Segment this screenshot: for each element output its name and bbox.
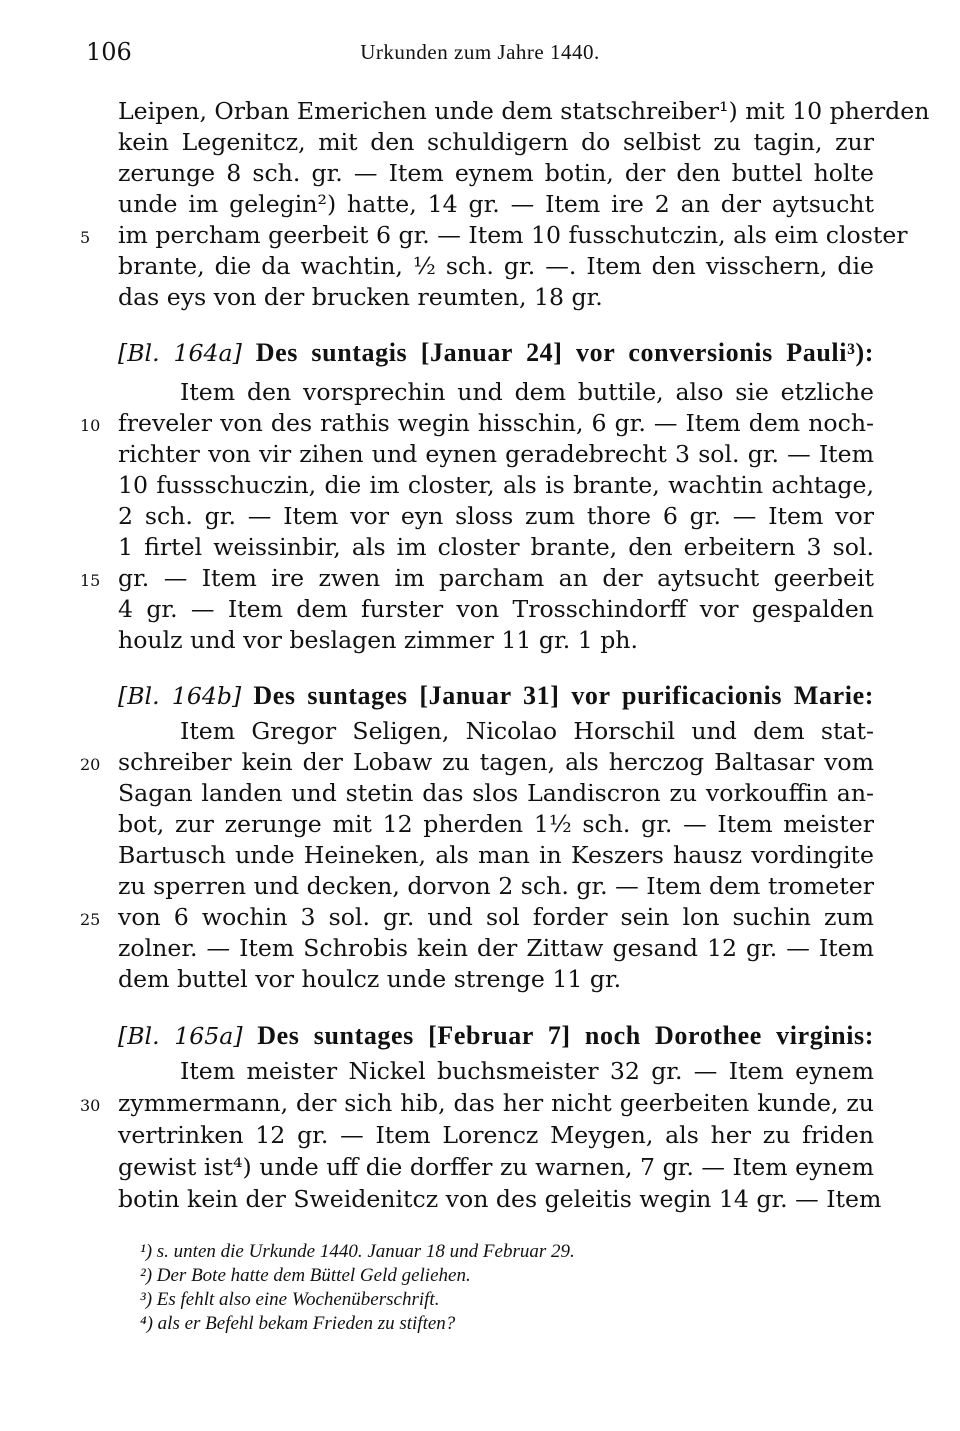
text-line: botin kein der Sweidenitcz von des geleitis wegin 14 gr. — Item: [118, 1185, 882, 1213]
line-number: 20: [80, 755, 101, 774]
section-heading: [118, 337, 874, 369]
text-line: dem buttel vor houlcz unde strenge 11 gr.: [118, 965, 622, 993]
heading-text: Des suntagis [Januar 24] vor conversionis Pauli³):: [255, 338, 874, 367]
line-number: 25: [80, 910, 101, 929]
text-line: zerunge 8 sch. gr. — Item eynem botin, der den buttel holte: [118, 159, 874, 187]
text-line: unde im gelegin²) hatte, 14 gr. — Item ire 2 an der aytsucht: [118, 190, 874, 218]
footnote: ³) Es fehlt also eine Wochenüberschrift.: [140, 1289, 440, 1310]
text-line: 10 fussschuczin, die im closter, als is brante, wachtin achtage,: [118, 471, 874, 499]
section-heading: [118, 680, 874, 712]
text-line: zu sperren und decken, dorvon 2 sch. gr. — Item dem trometer: [118, 872, 874, 900]
footnote: ²) Der Bote hatte dem Büttel Geld geliehen.: [140, 1265, 471, 1286]
folio-reference: [Bl. 164a]: [118, 339, 242, 367]
text-line: zolner. — Item Schrobis kein der Zittaw gesand 12 gr. — Item: [118, 934, 874, 962]
text-line: gr. — Item ire zwen im parcham an der aytsucht geerbeit: [118, 564, 874, 592]
line-number: 15: [80, 571, 101, 590]
text-line: gewist ist⁴) unde uff die dorffer zu warnen, 7 gr. — Item eynem: [118, 1153, 874, 1181]
text-line: Leipen, Orban Emerichen unde dem statschreiber¹) mit 10 pherden: [118, 97, 930, 125]
text-line: Bartusch unde Heineken, als man in Keszers hausz vordingite: [118, 841, 874, 869]
text-line: 1 firtel weissinbir, als im closter brante, den erbeitern 3 sol.: [118, 533, 874, 561]
section-heading: [118, 1020, 874, 1052]
text-line: Item meister Nickel buchsmeister 32 gr. — Item eynem: [180, 1057, 874, 1085]
folio-reference: [Bl. 165a]: [118, 1022, 243, 1050]
text-line: vertrinken 12 gr. — Item Lorencz Meygen, als her zu friden: [118, 1121, 874, 1149]
text-line: Sagan landen und stetin das slos Landiscron zu vorkouffin an-: [118, 779, 874, 807]
text-line: Item Gregor Seligen, Nicolao Horschil und dem stat-: [180, 717, 874, 745]
text-line: zymmermann, der sich hib, das her nicht geerbeiten kunde, zu: [118, 1089, 874, 1117]
text-line: kein Legenitcz, mit den schuldigern do selbist zu tagin, zur: [118, 128, 874, 156]
text-line: brante, die da wachtin, ½ sch. gr. —. Item den visschern, die: [118, 252, 874, 280]
text-line: im percham geerbeit 6 gr. — Item 10 fusschutczin, als eim closter: [118, 221, 908, 249]
page-number: 106: [86, 38, 132, 66]
footnote: ¹) s. unten die Urkunde 1440. Januar 18 und Februar 29.: [140, 1241, 575, 1262]
heading-text: Des suntages [Februar 7] noch Dorothee virginis:: [257, 1021, 875, 1050]
text-line: schreiber kein der Lobaw zu tagen, als herczog Baltasar vom: [118, 748, 874, 776]
text-line: freveler von des rathis wegin hisschin, 6 gr. — Item dem noch-: [118, 409, 874, 437]
running-title: Urkunden zum Jahre 1440.: [360, 40, 600, 64]
text-line: Item den vorsprechin und dem buttile, also sie etzliche: [180, 378, 874, 406]
text-line: das eys von der brucken reumten, 18 gr.: [118, 283, 603, 311]
text-line: bot, zur zerunge mit 12 pherden 1½ sch. gr. — Item meister: [118, 810, 874, 838]
folio-reference: [Bl. 164b]: [118, 682, 242, 710]
line-number: 10: [80, 416, 101, 435]
heading-text: Des suntages [Januar 31] vor purificacionis Marie:: [253, 681, 875, 710]
footnote: ⁴) als er Befehl bekam Frieden zu stiften?: [140, 1313, 456, 1334]
text-line: 4 gr. — Item dem furster von Trosschindorff vor gespalden: [118, 595, 874, 623]
text-line: houlz und vor beslagen zimmer 11 gr. 1 ph.: [118, 626, 639, 654]
text-line: von 6 wochin 3 sol. gr. und sol forder sein lon suchin zum: [118, 903, 874, 931]
text-line: 2 sch. gr. — Item vor eyn sloss zum thore 6 gr. — Item vor: [118, 502, 874, 530]
line-number: 5: [80, 228, 91, 247]
text-line: richter von vir zihen und eynen geradebrecht 3 sol. gr. — Item: [118, 440, 874, 468]
line-number: 30: [80, 1096, 101, 1115]
